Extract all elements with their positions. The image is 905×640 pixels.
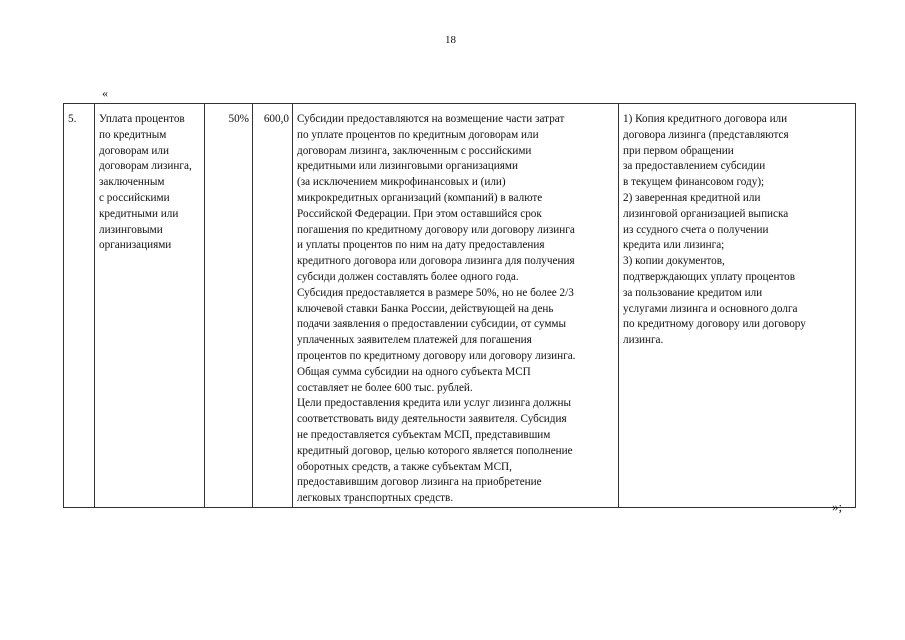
conditions-line: предоставившим договор лизинга на приобретение bbox=[297, 476, 542, 489]
measure-name-line: Уплата процентов bbox=[99, 113, 185, 125]
conditions-line: оборотных средств, а также субъектам МСП, bbox=[297, 460, 512, 473]
subsidy-table bbox=[63, 103, 856, 508]
measure-name bbox=[99, 112, 201, 254]
conditions-line: Российской Федерации. При этом оставшийся срок bbox=[297, 207, 542, 220]
conditions-line: соответствовать виду деятельности заявителя. Субсидия bbox=[297, 413, 567, 426]
opening-quote-mark: « bbox=[102, 86, 108, 100]
conditions-line: легковых транспортных средств. bbox=[297, 492, 454, 505]
conditions-line: ключевой ставки Банка России, действующей на день bbox=[297, 302, 554, 315]
conditions-line: процентов по кредитному договору или договору лизинга. bbox=[297, 349, 576, 362]
documents-line: 3) копии документов, bbox=[623, 255, 725, 268]
conditions-line: (за исключением микрофинансовых и (или) bbox=[297, 176, 506, 189]
row-number: 5. bbox=[68, 113, 77, 125]
documents-line: 2) заверенная кредитной или bbox=[623, 191, 761, 204]
measure-name-line: заключенным bbox=[99, 176, 165, 189]
measure-name-line: по кредитным bbox=[99, 128, 167, 141]
documents-line: подтверждающих уплату процентов bbox=[623, 270, 796, 283]
conditions-line: не предоставляется субъектам МСП, представившим bbox=[297, 428, 551, 441]
conditions-line: Цели предоставления кредита или услуг лизинга должны bbox=[297, 397, 571, 410]
measure-name-line: лизинговыми bbox=[99, 223, 163, 236]
conditions-line: микрокредитных организаций (компаний) в валюте bbox=[297, 191, 543, 204]
conditions-line: по уплате процентов по кредитным договорам или bbox=[297, 128, 539, 141]
subsidy-conditions bbox=[297, 112, 615, 507]
conditions-line: кредитного договора или договора лизинга для получения bbox=[297, 255, 575, 268]
documents-line: при первом обращении bbox=[623, 144, 734, 157]
conditions-line: Субсидия предоставляется в размере 50%, но не более 2/3 bbox=[297, 286, 574, 299]
percent-cell bbox=[205, 104, 253, 508]
conditions-line: составляет не более 600 тыс. рублей. bbox=[297, 381, 473, 394]
documents-line: за предоставлением субсидии bbox=[623, 160, 766, 173]
conditions-cell bbox=[293, 104, 619, 508]
measure-name-line: договорам или bbox=[99, 144, 169, 157]
measure-name-line: кредитными или bbox=[99, 207, 179, 220]
subsidy-percent: 50% bbox=[228, 113, 249, 125]
required-documents bbox=[623, 112, 852, 349]
documents-line: по кредитному договору или договору bbox=[623, 318, 806, 331]
measure-name-line: договорам лизинга, bbox=[99, 160, 192, 173]
conditions-line: субсиди должен составлять более одного года. bbox=[297, 270, 519, 283]
conditions-line: Субсидии предоставляются на возмещение части затрат bbox=[297, 113, 565, 125]
subsidy-amount: 600,0 bbox=[263, 113, 289, 125]
documents-line: в текущем финансовом году); bbox=[623, 176, 765, 189]
documents-line: из ссудного счета о получении bbox=[623, 223, 769, 236]
conditions-line: подачи заявления о предоставлении субсидии, от суммы bbox=[297, 318, 567, 331]
conditions-line: Общая сумма субсидии на одного субъекта МСП bbox=[297, 365, 531, 378]
measure-name-line: с российскими bbox=[99, 191, 170, 204]
amount-cell bbox=[253, 104, 293, 508]
measure-name-cell bbox=[95, 104, 205, 508]
table-row bbox=[64, 104, 856, 508]
documents-line: за пользование кредитом или bbox=[623, 286, 763, 299]
measure-name-line: организациями bbox=[99, 239, 172, 252]
conditions-line: погашения по кредитному договору или договору лизинга bbox=[297, 223, 575, 236]
page-number: 18 bbox=[445, 34, 456, 46]
closing-quote-mark: »; bbox=[832, 499, 843, 514]
documents-line: 1) Копия кредитного договора или bbox=[623, 113, 788, 125]
row-number-cell bbox=[64, 104, 95, 508]
documents-line: лизинговой организацией выписка bbox=[623, 207, 789, 220]
conditions-line: кредитными или лизинговыми организациями bbox=[297, 160, 518, 173]
conditions-line: кредитный договор, целью которого является пополнение bbox=[297, 444, 573, 457]
conditions-line: и уплаты процентов по ним на дату предоставления bbox=[297, 239, 545, 252]
conditions-line: уплаченных заявителем платежей для погашения bbox=[297, 334, 532, 347]
documents-line: кредита или лизинга; bbox=[623, 239, 725, 252]
documents-cell bbox=[619, 104, 856, 508]
documents-line: договора лизинга (представляются bbox=[623, 128, 789, 141]
documents-line: услугами лизинга и основного долга bbox=[623, 302, 798, 315]
conditions-line: договорам лизинга, заключенным с российскими bbox=[297, 144, 532, 157]
documents-line: лизинга. bbox=[623, 334, 664, 347]
